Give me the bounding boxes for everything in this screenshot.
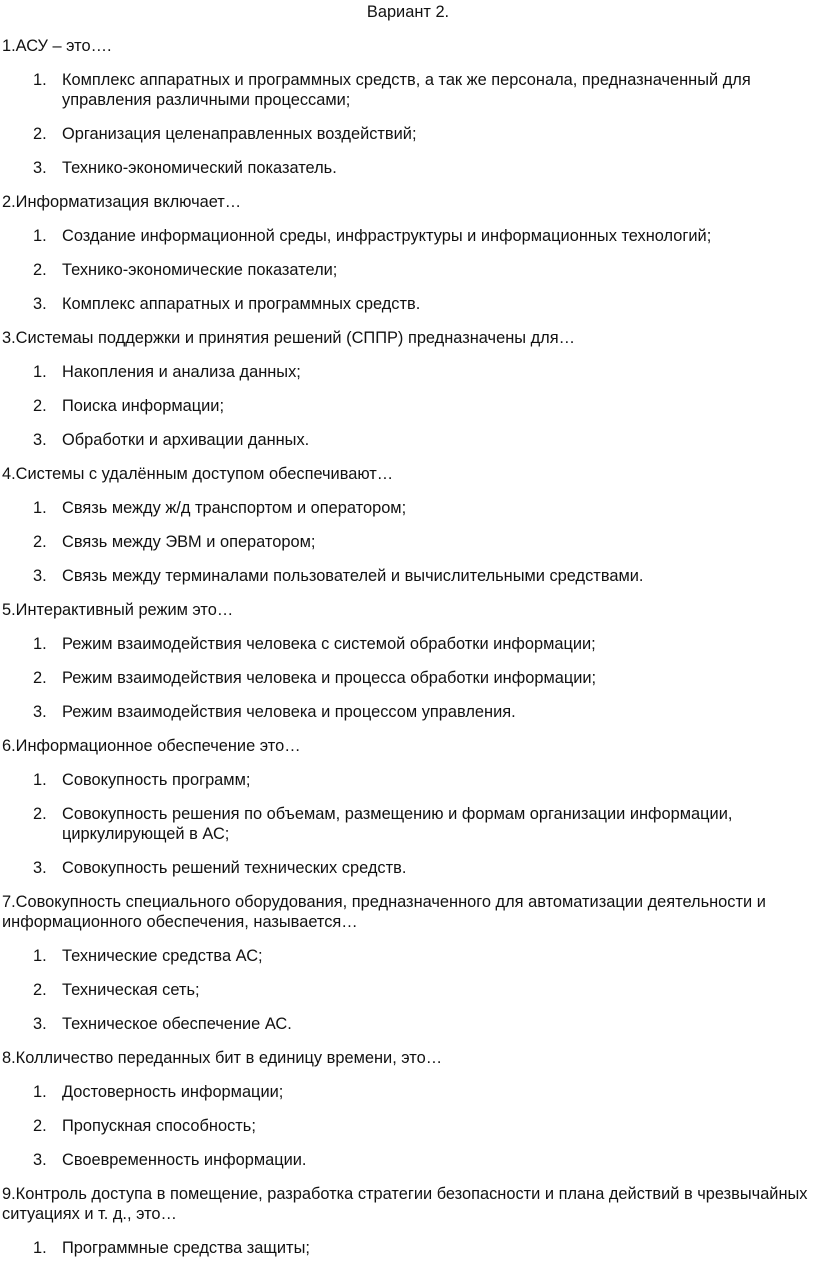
question-4-option-3 — [0, 566, 816, 586]
question-1-option-3 — [0, 158, 816, 178]
question-5-option-2 — [0, 668, 816, 688]
question-3: 3.Системаы поддержки и принятия решений (СППР) предназначены для… — [2, 329, 575, 347]
option-number: 1. — [33, 363, 47, 381]
option-number: 2. — [33, 669, 47, 687]
option-number: 1. — [33, 227, 47, 245]
option-text: Связь между терминалами пользователей и вычислительными средствами. — [62, 567, 644, 585]
question-7-options — [0, 946, 816, 1034]
question-7: 7.Совокупность специального оборудования, предназначенного для автоматизации деятельности и информационного обеспечения, называется… — [2, 893, 766, 931]
option-number: 1. — [33, 771, 47, 789]
question-5-options — [0, 634, 816, 722]
question-7-option-2 — [0, 980, 816, 1000]
question-8-option-3 — [0, 1150, 816, 1170]
question-2-option-3 — [0, 294, 816, 314]
option-number: 1. — [33, 1083, 47, 1101]
option-text: Комплекс аппаратных и программных средств, а так же персонала, предназначенный для управления различными процессами; — [62, 71, 751, 109]
question-6-options — [0, 770, 816, 878]
option-number: 2. — [33, 261, 47, 279]
option-text: Программные средства защиты; — [62, 1239, 310, 1257]
question-5-option-3 — [0, 702, 816, 722]
option-number: 2. — [33, 125, 47, 143]
option-number: 3. — [33, 567, 47, 585]
question-1-option-2 — [0, 124, 816, 144]
question-2-option-1 — [0, 226, 816, 246]
option-text: Техническое обеспечение АС. — [62, 1015, 292, 1033]
option-number: 3. — [33, 431, 47, 449]
option-number: 2. — [33, 1117, 47, 1135]
option-number: 2. — [33, 533, 47, 551]
option-text: Технико-экономический показатель. — [62, 159, 337, 177]
option-text: Связь между ж/д транспортом и оператором; — [62, 499, 407, 517]
option-text: Режим взаимодействия человека и процессом управления. — [62, 703, 516, 721]
option-number: 1. — [33, 635, 47, 653]
option-number: 2. — [33, 397, 47, 415]
option-text: Совокупность решения по объемам, размещению и формам организации информации, циркулирующей в АС; — [62, 805, 733, 843]
question-6: 6.Информационное обеспечение это… — [2, 737, 301, 755]
option-number: 1. — [33, 71, 47, 89]
page-title: Вариант 2. — [366, 3, 450, 21]
question-2-option-2 — [0, 260, 816, 280]
option-number: 3. — [33, 859, 47, 877]
option-text: Режим взаимодействия человека и процесса обработки информации; — [62, 669, 597, 687]
option-text: Технические средства АС; — [62, 947, 263, 965]
option-number: 2. — [33, 805, 47, 823]
option-text: Создание информационной среды, инфраструктуры и информационных технологий; — [62, 227, 712, 245]
option-text: Пропускная способность; — [62, 1117, 256, 1135]
question-9: 9.Контроль доступа в помещение, разработка стратегии безопасности и плана действий в чрезвычайных ситуациях и т. д., это… — [2, 1185, 808, 1223]
option-text: Поиска информации; — [62, 397, 225, 415]
question-3-option-1 — [0, 362, 816, 382]
option-number: 3. — [33, 295, 47, 313]
option-text: Накопления и анализа данных; — [62, 363, 301, 381]
question-8-options — [0, 1082, 816, 1170]
option-text: Совокупность решений технических средств. — [62, 859, 407, 877]
option-text: Режим взаимодействия человека с системой обработки информации; — [62, 635, 596, 653]
option-text: Техническая сеть; — [62, 981, 200, 999]
question-4-option-2 — [0, 532, 816, 552]
question-9-option-1 — [0, 1238, 816, 1258]
question-1: 1.АСУ – это…. — [2, 37, 112, 55]
question-6-option-2 — [0, 804, 816, 844]
option-text: Технико-экономические показатели; — [62, 261, 338, 279]
question-4-option-1 — [0, 498, 816, 518]
question-3-options — [0, 362, 816, 450]
option-number: 3. — [33, 703, 47, 721]
question-3-option-2 — [0, 396, 816, 416]
question-2: 2.Информатизация включает… — [2, 193, 242, 211]
option-text: Своевременность информации. — [62, 1151, 307, 1169]
option-number: 3. — [33, 1015, 47, 1033]
question-6-option-3 — [0, 858, 816, 878]
option-text: Комплекс аппаратных и программных средств. — [62, 295, 421, 313]
option-number: 1. — [33, 1239, 47, 1257]
question-1-option-1 — [0, 70, 816, 110]
option-text: Организация целенаправленных воздействий; — [62, 125, 417, 143]
question-8-option-1 — [0, 1082, 816, 1102]
option-text: Достоверность информации; — [62, 1083, 284, 1101]
question-5-option-1 — [0, 634, 816, 654]
question-4-options — [0, 498, 816, 586]
question-4: 4.Системы с удалённым доступом обеспечивают… — [2, 465, 394, 483]
question-7-option-1 — [0, 946, 816, 966]
option-text: Совокупность программ; — [62, 771, 251, 789]
question-8-option-2 — [0, 1116, 816, 1136]
option-number: 3. — [33, 159, 47, 177]
question-1-options — [0, 70, 816, 178]
question-3-option-3 — [0, 430, 816, 450]
option-number: 3. — [33, 1151, 47, 1169]
option-text: Связь между ЭВМ и оператором; — [62, 533, 316, 551]
question-6-option-1 — [0, 770, 816, 790]
question-5: 5.Интерактивный режим это… — [2, 601, 234, 619]
question-8: 8.Колличество переданных бит в единицу времени, это… — [2, 1049, 443, 1067]
option-number: 1. — [33, 947, 47, 965]
option-text: Обработки и архивации данных. — [62, 431, 310, 449]
option-number: 2. — [33, 981, 47, 999]
question-2-options — [0, 226, 816, 314]
question-7-option-3 — [0, 1014, 816, 1034]
option-number: 1. — [33, 499, 47, 517]
question-9-options — [0, 1238, 816, 1258]
